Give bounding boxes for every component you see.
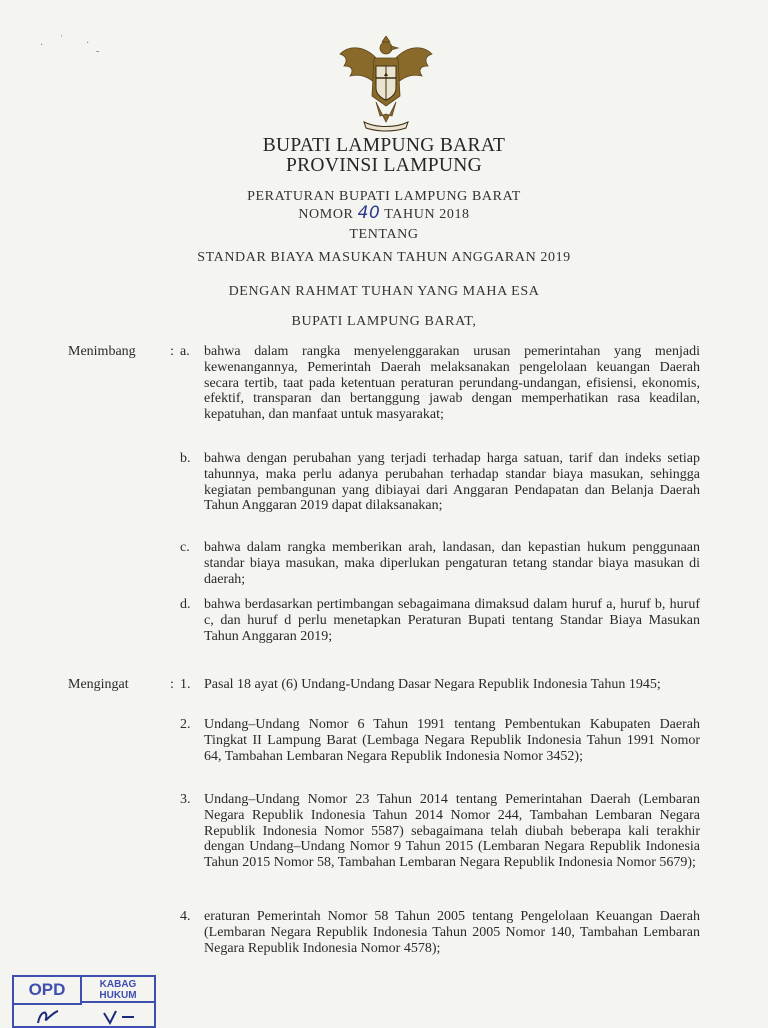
item-text: Undang–Undang Nomor 6 Tahun 1991 tentang Pembentukan Kabupaten Daerah Tingkat II Lampung Barat (Lembaga Negara Republik Indonesia Tahun 1991 Nomor 64, Tambahan Lembaran Negara Republik Indonesia Nomor 3452); <box>204 717 700 764</box>
paraf-stamp <box>12 975 156 1028</box>
menimbang-item-b <box>180 451 700 514</box>
menimbang-item-c <box>180 540 700 587</box>
item-marker: b. <box>180 451 191 466</box>
nomor-suffix: TAHUN 2018 <box>384 207 470 222</box>
scan-speck: · <box>40 40 44 51</box>
scan-speck: · <box>86 38 90 49</box>
initial-signature-icon <box>100 1007 146 1025</box>
item-text: Pasal 18 ayat (6) Undang-Undang Dasar Negara Republik Indonesia Tahun 1945; <box>204 677 661 692</box>
item-marker: d. <box>180 597 191 612</box>
item-text: Undang–Undang Nomor 23 Tahun 2014 tentang Pemerintahan Daerah (Lembaran Negara Republik Indonesia Tahun 2014 Nomor 244, Tambahan Lembaran Negara Republik Indonesia Nomor 5587) sebagaimana telah diubah beberapa kali terakhir dengan Undang–Undang Nomor 9 Tahun 2015 (Lembaran Negara Republik Indonesia Tahun 2015 Nomor 58, Tambahan Lembaran Negara Republik Indonesia Nomor 5679); <box>204 792 700 871</box>
authority-line: BUPATI LAMPUNG BARAT, <box>291 314 477 329</box>
regulation-subject: STANDAR BIAYA MASUKAN TAHUN ANGGARAN 2019 <box>197 250 571 265</box>
initial-signature-icon <box>34 1007 64 1025</box>
regulation-number <box>0 203 768 223</box>
item-marker: 2. <box>180 717 191 732</box>
item-text: bahwa dengan perubahan yang terjadi terhadap harga satuan, tarif dan indeks setiap tahunnya, maka perlu adanya perubahan terhadap standar biaya masukan, sehingga kegiatan pembangunan yang dibiayai dari Anggaran Pendapatan dan Belanja Daerah Tahun Anggaran 2019 dapat dilaksanakan; <box>204 451 700 514</box>
mengingat-label: Mengingat <box>68 677 129 692</box>
mengingat-item-3 <box>180 792 700 871</box>
item-marker: 3. <box>180 792 191 807</box>
mengingat-item-4 <box>180 909 700 956</box>
mengingat-colon: : <box>170 677 174 692</box>
menimbang-label: Menimbang <box>68 344 136 359</box>
menimbang-item-d <box>180 597 700 644</box>
nomor-prefix: NOMOR <box>298 207 354 222</box>
tentang-heading: TENTANG <box>349 227 419 242</box>
title-line-2: PROVINSI LAMPUNG <box>285 155 483 176</box>
item-text: bahwa dalam rangka menyelenggarakan urusan pemerintahan yang menjadi kewenangannya, Pemerintah Daerah melaksanakan pengelolaan keuangan Daerah secara tertib, taat pada ketentuan peraturan perundang-undangan, efisiensi, ekonomis, efektif, transparan dan bertanggung jawab dengan memperhatikan rasa keadilan, kepatuhan, dan manfaat untuk masyarakat; <box>204 344 700 423</box>
item-marker: 1. <box>180 677 191 692</box>
stamp-opd: OPD <box>14 977 82 1005</box>
title-line-1: BUPATI LAMPUNG BARAT <box>262 135 506 156</box>
nomor-handwritten: 40 <box>357 203 381 223</box>
mengingat-item-1 <box>180 677 700 693</box>
scan-speck: ˈ <box>60 34 64 45</box>
item-text: bahwa dalam rangka memberikan arah, landasan, dan kepastian hukum penggunaan standar biaya masukan, maka diperlukan pengaturan tetang standar biaya masukan di daerah; <box>204 540 700 587</box>
item-marker: a. <box>180 344 190 359</box>
garuda-emblem-icon <box>336 36 436 132</box>
menimbang-item-a <box>180 344 700 423</box>
scan-speck: - <box>96 46 100 57</box>
blessing-line: DENGAN RAHMAT TUHAN YANG MAHA ESA <box>228 284 540 299</box>
item-text: bahwa berdasarkan pertimbangan sebagaimana dimaksud dalam huruf a, huruf b, huruf c, dan huruf d perlu menetapkan Peraturan Bupati tentang Standar Biaya Masukan Tahun Anggaran 2019; <box>204 597 700 644</box>
mengingat-item-2 <box>180 717 700 764</box>
item-marker: 4. <box>180 909 191 924</box>
stamp-kabag-line1: KABAG <box>99 979 137 990</box>
stamp-kabag-line2: HUKUM <box>99 990 137 1001</box>
item-text: eraturan Pemerintah Nomor 58 Tahun 2005 tentang Pengelolaan Keuangan Daerah (Lembaran Negara Republik Indonesia Tahun 2005 Nomor 140, Tambahan Lembaran Negara Republik Indonesia Nomor 4578); <box>204 909 700 956</box>
menimbang-colon: : <box>170 344 174 359</box>
regulation-title: PERATURAN BUPATI LAMPUNG BARAT <box>247 189 521 204</box>
stamp-kabag-hukum <box>82 977 154 1003</box>
item-marker: c. <box>180 540 190 555</box>
